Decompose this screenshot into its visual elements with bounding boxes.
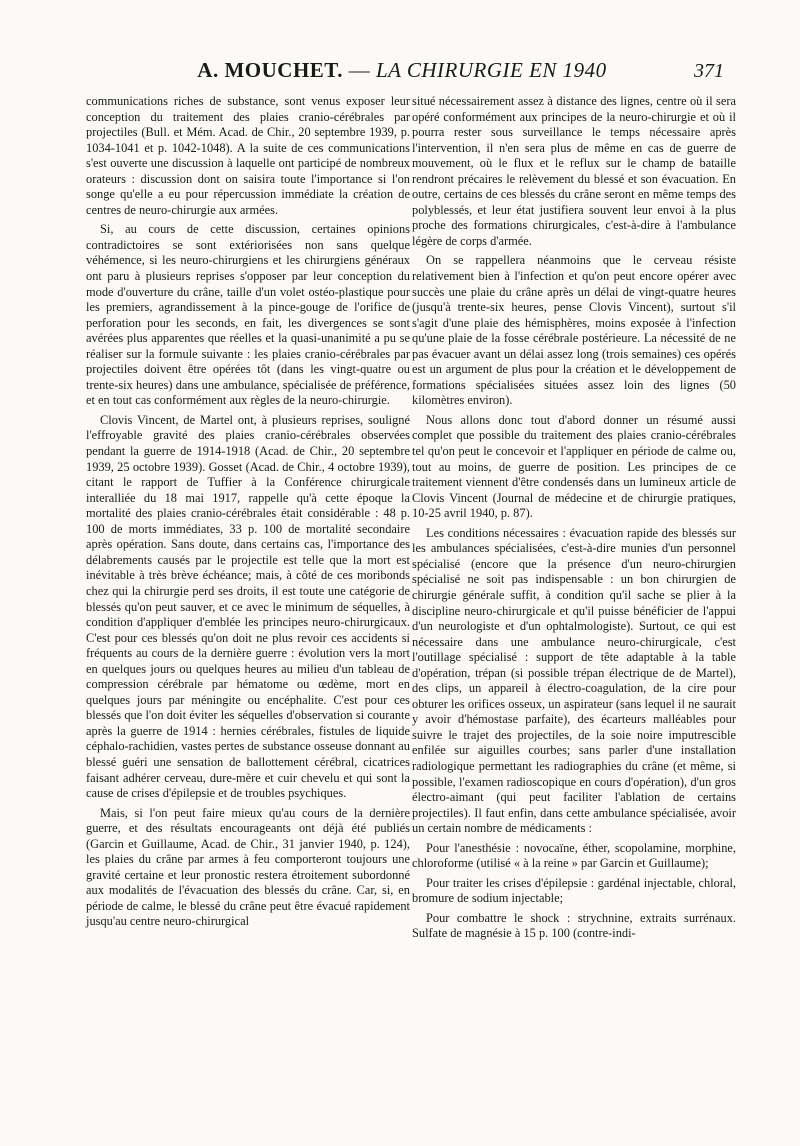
paragraph: Clovis Vincent, de Martel ont, à plusieurs reprises, souligné l'effroyable gravité des plaies cranio-cérébrales observées pendant la guerre de 1914-1918 (Acad. de Chir., 20 septembre 1939, 25 octobre 1939). Gosset (Acad. de Chir., 4 octobre 1939), citant le rapport de Tuffier à la Conférence chirurgicale interalliée du 18 mai 1917, rappelle qu'à cette époque la mortalité des plaies cranio-cérébrales était considérable : 48 p. 100 de morts immédiates, 33 p. 100 de mortalité secondaire après opération. Sans doute, dans certains cas, l'importance des délabrements causés par le projectile est telle que la mort est inévitable à très brève échéance; mais, à côté de ces moribonds chez qui la chirurgie perd ses droits, il est toute une catégorie de blessés qu'on peut sauver, et ce avec le minimum de séquelles, à condition d'appliquer d'emblée les principes neuro-chirurgicaux. C'est pour ces blessés qu'on doit ne plus revoir ces accidents si fréquents au cours de la dernière guerre : évolution vers la mort en quelques jours ou quelques heures au milieu d'un tableau de compression cérébrale par hématome ou œdème, mort en quelques jours par méningite ou encéphalite. C'est pour ces blessés que l'on doit éviter les séquelles d'observation si courante après la guerre de 1914 : hernies cérébrales, fistules de liquide céphalo-rachidien, vastes pertes de substance osseuse donnant au blessé guéri une sensation de ballottement cérébral, cicatrices faisant adhérer cerveau, dure-mère et cuir chevelu et qui sont la cause de crises d'épilepsie et de troubles psychiques. [86,412,410,801]
paragraph: Les conditions nécessaires : évacuation rapide des blessés sur les ambulances spécialisées, c'est-à-dire munies d'un personnel spécialisé (encore que la présence d'un neuro-chirurgien spécialisé ne soit pas indispensable : un bon chirurgien de chirurgie générale suffit, à condition qu'il sache se plier à la discipline neuro-chirurgicale et qu'il puisse bénéficier de l'appui d'un neurologiste et d'un ophtalmologiste). Surtout, ce qui est nécessaire dans une ambulance neuro-chirurgicale, c'est l'outillage spécialisé : support de tête adaptable à la table d'opération, trépan (si possible trépan électrique de de Martel), des clips, un appareil à électro-coagulation, de la cire pour obturer les orifices osseux, un aspirateur (sans lequel il ne saurait y avoir d'hémostase parfaite), des écarteurs malléables pour suivre le trajet des projectiles, de la soie noire imputrescible enfilée sur aiguilles courbes; sans parler d'une installation radiologique permettant les radiographies du crâne (et même, si possible, l'examen radioscopique en cours d'opération), d'un gros électro-aimant (qui peut faciliter l'ablation de certains projectiles). Il faut enfin, dans cette ambulance spécialisée, avoir un certain nombre de médicaments : [412,525,736,836]
right-column [412,94,736,942]
paragraph: situé nécessairement assez à distance des lignes, centre où il sera opéré conformément aux principes de la neuro-chirurgie et où il pourra rester sous surveillance le temps nécessaire après l'intervention, il n'en sera plus de même en cas de guerre de mouvement, où le flux et le reflux sur le champ de bataille rendront précaires le relèvement du blessé et son évacuation. En outre, certains de ces blessés du crâne seront en même temps des polyblessés, et leur état justifiera souvent leur envoi à la plus proche des formations chirurgicales, c'est-à-dire à l'ambulance légère de corps d'armée. [412,94,736,248]
header-separator: — [348,58,371,82]
paragraph: On se rappellera néanmoins que le cerveau résiste relativement bien à l'infection et qu'on peut encore opérer avec succès une plaie du crâne après un délai de vingt-quatre heures (jusqu'à trente-six heures, pense Clovis Vincent), surtout s'il s'agit d'une plaie des hémisphères, moins exposée à l'infection qu'une plaie de la fosse cérébrale postérieure. La nécessité de ne pas évacuer avant un délai assez long (trois semaines) ces opérés est un argument de plus pour la création et le développement de formations spécialisées situées assez loin des lignes (50 kilomètres environ). [412,253,736,408]
page-number: 371 [694,60,724,82]
paragraph: Si, au cours de cette discussion, certaines opinions contradictoires se sont extériorisées non sans quelque véhémence, si les neuro-chirurgiens et les chirurgiens généraux ont paru à plusieurs reprises s'opposer par leur conception du mode d'ouverture du crâne, taille d'un volet ostéo-plastique pour les premiers, agrandissement à la pince-gouge de l'orifice de perforation pour les seconds, en fait, les divergences se sont avérées plus apparentes que réelles et la quasi-unanimité a pu se réaliser sur la formule suivante : les plaies cranio-cérébrales par projectiles doivent être opérées tôt (dans les vingt-quatre ou trente-six heures) dans une ambulance, spécialisée de préférence, et en tout cas conformément aux règles de la neuro-chirurgie. [86,222,410,408]
header-title: LA CHIRURGIE EN 1940 [376,58,607,82]
paragraph: Mais, si l'on peut faire mieux qu'au cours de la dernière guerre, et des résultats encourageants ont déjà été publiés (Garcin et Guillaume, Acad. de Chir., 31 janvier 1940, p. 124), les plaies du crâne par armes à feu comporteront toujours une gravité certaine et leur pronostic restera étroitement subordonné aux modalités de l'évacuation des blessés du crâne. Car, si, en période de calme, le blessé du crâne peut être évacué rapidement jusqu'au centre neuro-chirurgical [86,805,410,929]
paragraph: communications riches de substance, sont venus exposer leur conception du traitement des plaies cranio-cérébrales par projectiles (Bull. et Mém. Acad. de Chir., 20 septembre 1939, p. 1034-1041 et p. 1042-1048). A la suite de ces communications s'est ouverte une discussion à laquelle ont participé de nombreux orateurs : discussion dont on saisira toute l'importance si l'on songe qu'elle a eu pour répercussion immédiate la création de centres de neuro-chirurgie aux armées. [86,94,410,217]
paragraph: Pour traiter les crises d'épilepsie : gardénal injectable, chloral, bromure de sodium injectable; [412,875,736,906]
paragraph: Nous allons donc tout d'abord donner un résumé aussi complet que possible du traitement des plaies cranio-cérébrales tel qu'on peut le concevoir et l'appliquer en période de calme ou, tout au moins, de guerre de position. Les principes de ce traitement viennent d'être condensés dans un lumineux article de Clovis Vincent (Journal de médecine et de chirurgie pratiques, 10-25 avril 1940, p. 87). [412,412,736,521]
running-head [80,58,724,88]
left-column [86,94,410,930]
header-author: A. MOUCHET. [197,58,343,82]
running-title [80,58,724,83]
paragraph: Pour combattre le shock : strychnine, extraits surrénaux. Sulfate de magnésie à 15 p. 100 (contre-indi- [412,910,736,941]
paragraph: Pour l'anesthésie : novocaïne, éther, scopolamine, morphine, chloroforme (utilisé « à la reine » par Garcin et Guillaume); [412,840,736,871]
